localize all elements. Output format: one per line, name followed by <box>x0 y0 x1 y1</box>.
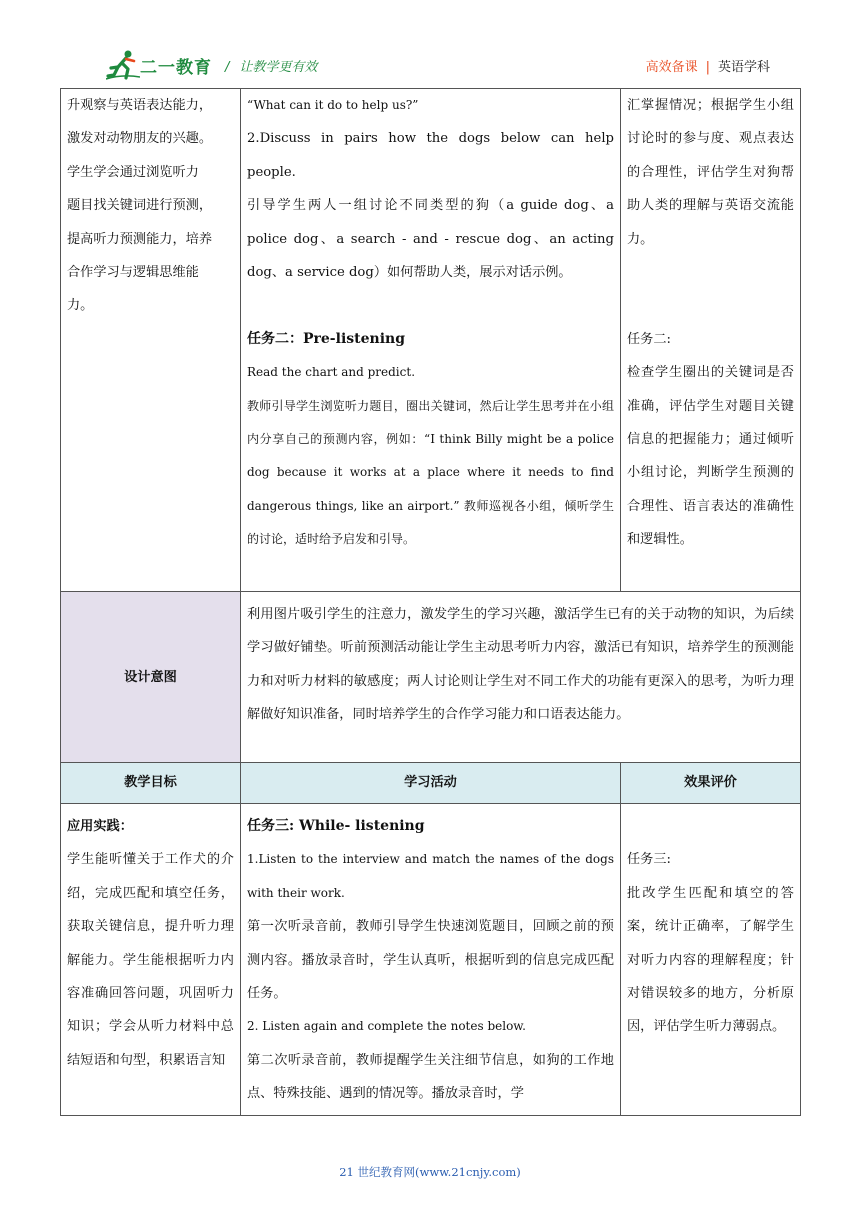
objective-line: 题目找关键词进行预测， <box>67 198 213 214</box>
evaluation-task-desc: 批改学生匹配和填空的答案，统计正确率，了解学生对听力内容的理解程度；针对错误较多的地方，分析原因，评估学生听力薄弱点。 <box>627 885 794 1035</box>
header-label-prep: 高效备课 <box>645 60 698 75</box>
logo-text: 二一教育 <box>140 57 212 78</box>
activity-item: 2.Discuss in pairs how the dogs below can help people. <box>247 131 614 180</box>
evaluation-cell <box>621 89 801 592</box>
logo <box>106 48 212 82</box>
activity-cell <box>241 89 621 592</box>
activity-cell <box>241 804 621 1116</box>
objective-cell <box>61 89 241 592</box>
slogan: / 让教学更有效 <box>225 60 318 75</box>
evaluation-task-title: 任务三: <box>627 852 672 868</box>
table-row <box>61 592 801 763</box>
objective-cell <box>61 804 241 1116</box>
table-header-row <box>61 763 801 804</box>
column-header-objectives: 教学目标 <box>61 763 241 804</box>
evaluation-task-desc: 检查学生圈出的关键词是否准确，评估学生对题目关键信息的把握能力；通过倾听小组讨论，判断学生预测的合理性、语言表达的准确性和逻辑性。 <box>627 365 794 548</box>
objective-line: 激发对动物朋友的兴趣。 <box>67 131 213 147</box>
evaluation-text: 汇掌握情况；根据学生小组讨论时的参与度、观点表达的合理性，评估学生对狗帮助人类的理解与英语交流能力。 <box>627 98 794 247</box>
objective-line: 学生学会通过浏览听力 <box>67 164 199 180</box>
page-header <box>60 44 800 84</box>
task-title: 任务三: While- listening <box>247 818 425 834</box>
objective-title: 应用实践： <box>67 819 133 834</box>
task-desc: 教师引导学生浏览听力题目，圈出关键词，然后让学生思考并在小组内分享自己的预测内容，例如：“I think Billy might be a police dog because it works at a place where it needs to find dangerous things, like an airport.” 教师巡视各小组，倾听学生的讨论，适时给予启发和引导。 <box>247 398 614 547</box>
evaluation-cell <box>621 804 801 1116</box>
page-footer: 21 世纪教育网(www.21cnjy.com) <box>339 1165 521 1179</box>
evaluation-task-title: 任务二: <box>627 331 672 347</box>
task-title: 任务二：Pre-listening <box>247 330 405 347</box>
activity-desc: 第一次听录音前，教师引导学生快速浏览题目，回顾之前的预测内容。播放录音时，学生认真听，根据听到的信息完成匹配任务。 <box>247 919 614 1002</box>
column-header-activities: 学习活动 <box>241 763 621 804</box>
design-intent-text: 利用图片吸引学生的注意力，激发学生的学习兴趣，激活学生已有的关于动物的知识，为后续学习做好铺垫。听前预测活动能让学生主动思考听力内容，激活已有知识，培养学生的预测能力和对听力材料的敏感度；两人讨论则让学生对不同工作犬的功能有更深入的思考，为听力理解做好知识准备，同时培养学生的合作学习能力和口语表达能力。 <box>241 592 801 763</box>
activity-item: 2. Listen again and complete the notes below. <box>247 1019 526 1034</box>
objective-text: 学生能听懂关于工作犬的介绍，完成匹配和填空任务，获取关键信息，提升听力理解能力。学生能根据听力内容准确回答问题，巩固听力知识；学会从听力材料中总结短语和句型，积累语言知 <box>67 852 234 1068</box>
column-header-evaluation: 效果评价 <box>621 763 801 804</box>
activity-desc: 第二次听录音前，教师提醒学生关注细节信息，如狗的工作地点、特殊技能、遇到的情况等。播放录音时，学 <box>247 1052 614 1102</box>
running-man-icon <box>106 49 140 81</box>
header-separator: | <box>705 60 710 75</box>
header-right <box>646 56 770 75</box>
objective-line: 合作学习与逻辑思维能 <box>67 265 199 281</box>
objective-line: 升观察与英语表达能力， <box>67 98 213 113</box>
table-row <box>61 804 801 1116</box>
activity-desc: 引导学生两人一组讨论不同类型的狗（a guide dog、a police dog、a search - and - rescue dog、an acting dog、a service dog）如何帮助人类，展示对话示例。 <box>247 198 614 281</box>
lesson-table <box>60 88 801 1116</box>
objective-line: 力。 <box>67 298 94 314</box>
activity-item: 1.Listen to the interview and match the names of the dogs with their work. <box>247 852 614 900</box>
question-quote: “What can it do to help us?” <box>247 98 419 112</box>
task-subtitle: Read the chart and predict. <box>247 365 416 380</box>
header-label-subject: 英语学科 <box>717 60 770 75</box>
table-row <box>61 89 801 592</box>
objective-line: 提高听力预测能力，培养 <box>67 231 213 247</box>
slogan-text: 让教学更有效 <box>239 60 318 75</box>
design-intent-label: 设计意图 <box>61 592 241 763</box>
